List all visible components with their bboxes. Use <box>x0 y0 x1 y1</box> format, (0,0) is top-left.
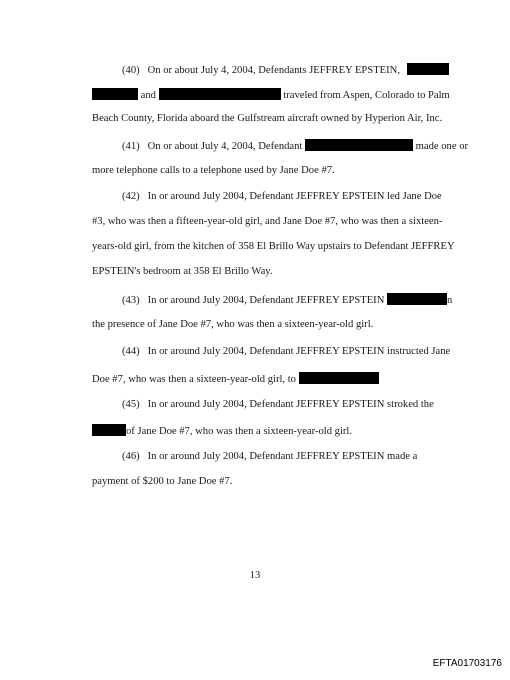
paragraph-43-line-1 <box>122 293 452 308</box>
line-text: (44) In or around July 2004, Defendant JEFFREY EPSTEIN instructed Jane <box>122 346 451 357</box>
redaction-box <box>299 372 379 384</box>
line-text: #3, who was then a fifteen-year-old girl, and Jane Doe #7, who was then a sixteen- <box>92 216 443 227</box>
line-text: the presence of Jane Doe #7, who was then a sixteen-year-old girl. <box>92 319 374 330</box>
line-text: more telephone calls to a telephone used by Jane Doe #7. <box>92 165 335 176</box>
paragraph-42-line-3 <box>92 240 455 254</box>
paragraph-42-line-2 <box>92 215 452 229</box>
paragraph-43-line-2 <box>92 318 452 332</box>
redaction-box <box>92 424 126 436</box>
line-text: of Jane Doe #7, who was then a sixteen-year-old girl. <box>126 426 353 437</box>
paragraph-45-line-2 <box>92 424 452 439</box>
paragraph-46-line-2 <box>92 475 452 489</box>
line-text: traveled from Aspen, Colorado to Palm <box>283 90 450 101</box>
paragraph-44-line-1 <box>122 345 452 359</box>
document-id: EFTA01703176 <box>432 658 502 669</box>
paragraph-41-line-1 <box>122 139 469 154</box>
line-text: n <box>447 295 453 306</box>
line-text: Doe #7, who was then a sixteen-year-old girl, to <box>92 374 296 385</box>
redaction-box <box>387 293 447 305</box>
redaction-box <box>159 88 281 100</box>
line-text: years-old girl, from the kitchen of 358 El Brillo Way upstairs to Defendant JEFFREY <box>92 241 455 252</box>
paragraph-46-line-1 <box>122 450 452 464</box>
line-text: Beach County, Florida aboard the Gulfstream aircraft owned by Hyperion Air, Inc. <box>92 113 443 124</box>
line-text: (42) In or around July 2004, Defendant JEFFREY EPSTEIN led Jane Doe <box>122 191 442 202</box>
line-text: (43) In or around July 2004, Defendant JEFFREY EPSTEIN <box>122 295 385 306</box>
paragraph-42-line-1 <box>122 190 452 204</box>
line-text: made one or <box>415 141 469 152</box>
line-text: EPSTEIN's bedroom at 358 El Brillo Way. <box>92 266 273 277</box>
paragraph-42-line-4 <box>92 265 452 279</box>
redaction-box <box>305 139 413 151</box>
line-text: (41) On or about July 4, 2004, Defendant <box>122 141 303 152</box>
line-text: (45) In or around July 2004, Defendant JEFFREY EPSTEIN stroked the <box>122 399 434 410</box>
line-text: (40) On or about July 4, 2004, Defendants JEFFREY EPSTEIN, <box>122 65 400 76</box>
paragraph-40-line-3 <box>92 112 452 126</box>
line-text: (46) In or around July 2004, Defendant JEFFREY EPSTEIN made a <box>122 451 418 462</box>
paragraph-45-line-1 <box>122 398 452 412</box>
paragraph-41-line-2 <box>92 164 452 178</box>
line-text: payment of $200 to Jane Doe #7. <box>92 476 233 487</box>
line-text: and <box>140 90 156 101</box>
page-number: 13 <box>249 570 261 581</box>
redaction-box <box>92 88 138 100</box>
paragraph-44-line-2 <box>92 372 452 387</box>
paragraph-40-line-1 <box>122 63 452 78</box>
paragraph-40-line-2 <box>92 88 452 103</box>
redaction-box <box>407 63 449 75</box>
